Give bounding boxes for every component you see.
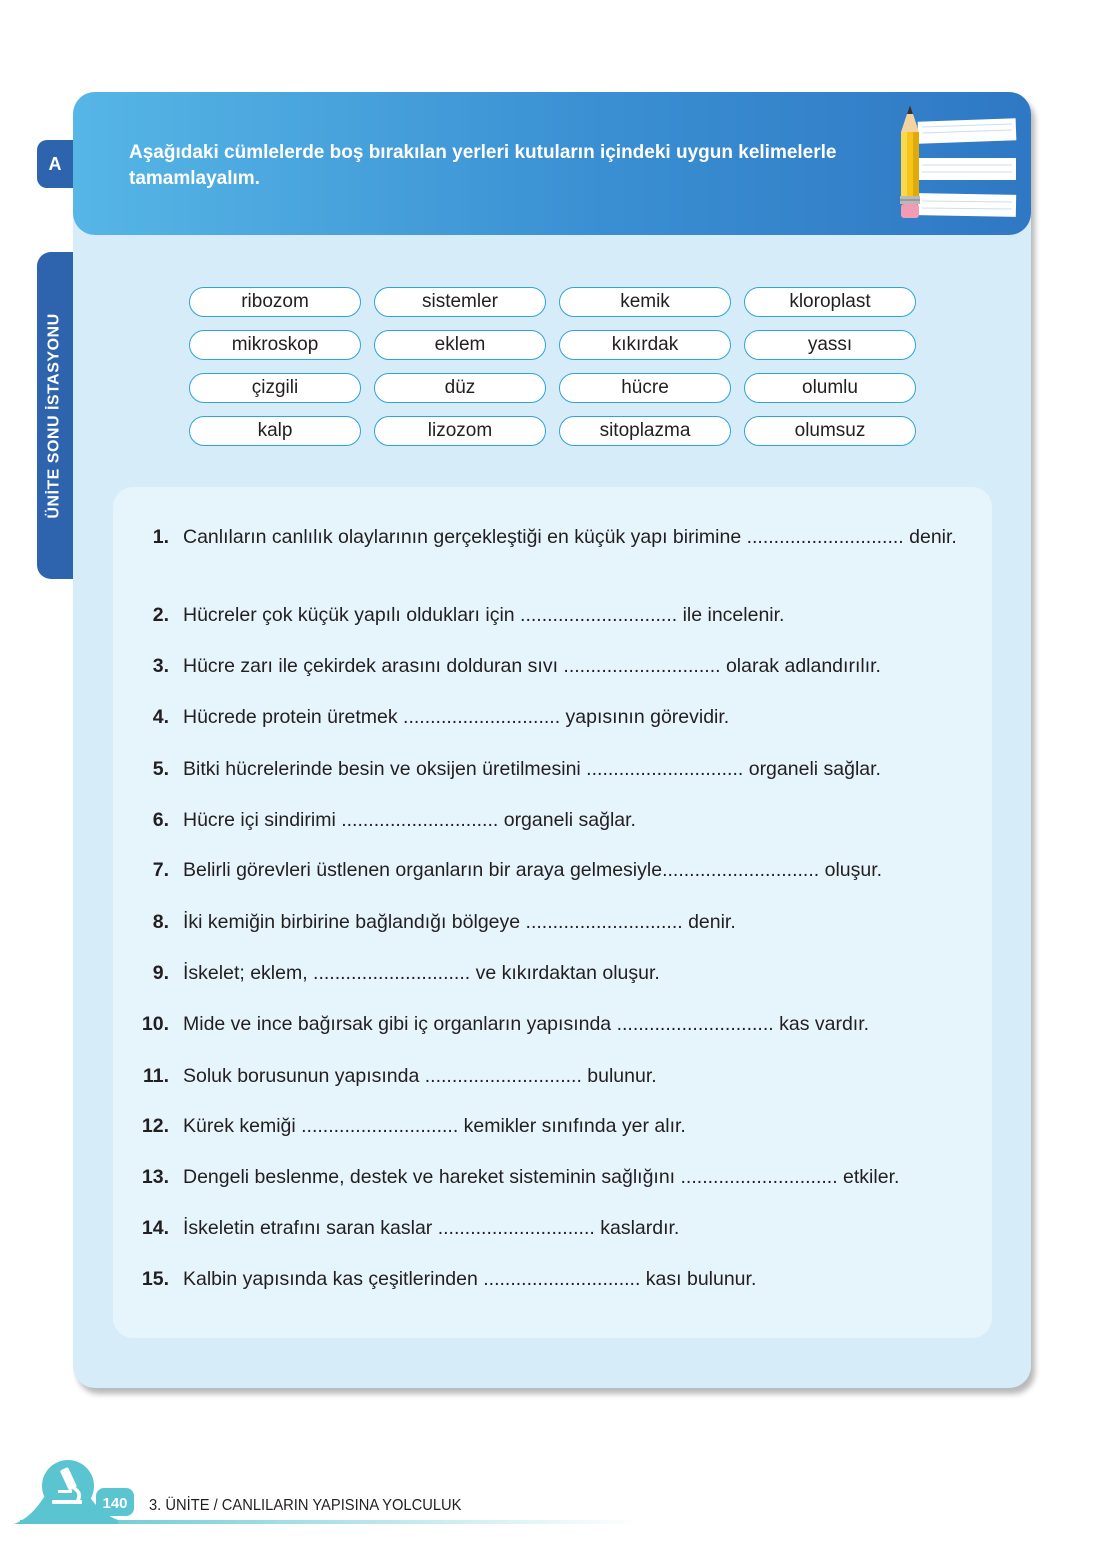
question-text: Kalbin yapısında kas çeşitlerinden ............................. kası bulunur. bbox=[183, 1268, 757, 1290]
question-text: Belirli görevleri üstlenen organların bir araya gelmesiyle............................. oluşur. bbox=[183, 859, 883, 881]
word-chip: yassı bbox=[744, 330, 916, 360]
word-chip: kemik bbox=[559, 287, 731, 317]
question-number: 2. bbox=[152, 604, 169, 626]
unit-title: 3. ÜNİTE / CANLILARIN YAPISINA YOLCULUK bbox=[149, 1497, 462, 1514]
word-chip: düz bbox=[374, 373, 546, 403]
question-number: 6. bbox=[152, 809, 169, 831]
word-chip: lizozom bbox=[374, 416, 546, 446]
word-chip: kloroplast bbox=[744, 287, 916, 317]
word-chip: ribozom bbox=[189, 287, 361, 317]
question-text: İskelet; eklem, ............................. ve kıkırdaktan oluşur. bbox=[183, 962, 660, 984]
question-number: 12. bbox=[141, 1115, 169, 1137]
word-chip: sistemler bbox=[374, 287, 546, 317]
question-number: 8. bbox=[152, 911, 169, 933]
question-number: 7. bbox=[152, 859, 169, 881]
question-text: Hücre içi sindirimi ............................. organeli sağlar. bbox=[183, 809, 636, 831]
question-number: 5. bbox=[152, 758, 169, 780]
word-chip: olumsuz bbox=[744, 416, 916, 446]
pencil-paper-icon bbox=[890, 100, 1020, 225]
word-chip: eklem bbox=[374, 330, 546, 360]
question-text: Hücrede protein üretmek ............................. yapısının görevidir. bbox=[183, 706, 730, 728]
question-text: İki kemiğin birbirine bağlandığı bölgeye ............................. denir. bbox=[183, 911, 736, 933]
question-number: 3. bbox=[152, 655, 169, 677]
word-chip: kıkırdak bbox=[559, 330, 731, 360]
question-text: Kürek kemiği ............................. kemikler sınıfında yer alır. bbox=[183, 1115, 686, 1137]
question-text: Dengeli beslenme, destek ve hareket sisteminin sağlığını ............................. etkiler. bbox=[183, 1166, 900, 1188]
question-list bbox=[113, 487, 992, 1338]
page-number: 140 bbox=[102, 1494, 128, 1512]
question-number: 13. bbox=[141, 1166, 169, 1188]
pencil-icon bbox=[900, 105, 920, 218]
word-chip: olumlu bbox=[744, 373, 916, 403]
word-chip: mikroskop bbox=[189, 330, 361, 360]
word-chip: sitoplazma bbox=[559, 416, 731, 446]
unit-end-tab-label: ÜNİTE SONU İSTASYONU bbox=[46, 312, 63, 519]
section-badge: A bbox=[37, 140, 73, 188]
question-text: Bitki hücrelerinde besin ve oksijen üretilmesini ............................. organeli sağlar. bbox=[183, 758, 881, 780]
instruction-text: Aşağıdaki cümlelerde boş bırakılan yerleri kutuların içindeki uygun kelimelerle tamamlayalım. bbox=[129, 142, 837, 189]
question-text: Soluk borusunun yapısında ............................. bulunur. bbox=[183, 1065, 657, 1087]
unit-end-tab bbox=[37, 252, 73, 579]
question-number: 15. bbox=[141, 1268, 169, 1290]
question-number: 9. bbox=[152, 962, 169, 984]
question-text: Hücreler çok küçük yapılı oldukları için ............................. ile incelenir. bbox=[183, 604, 785, 626]
paper-strips-icon bbox=[918, 118, 1017, 217]
word-chip: kalp bbox=[189, 416, 361, 446]
question-text: Canlıların canlılık olaylarının gerçekleştiği en küçük yapı birimine ............................. denir. bbox=[183, 526, 957, 548]
word-bank bbox=[189, 287, 916, 446]
word-chip: hücre bbox=[559, 373, 731, 403]
question-number: 10. bbox=[141, 1013, 169, 1035]
question-text: İskeletin etrafını saran kaslar ............................. kaslardır. bbox=[183, 1217, 680, 1239]
question-number: 11. bbox=[142, 1065, 169, 1087]
word-chip: çizgili bbox=[189, 373, 361, 403]
question-number: 14. bbox=[141, 1217, 169, 1239]
question-text: Mide ve ince bağırsak gibi iç organların yapısında ............................. kas vardır. bbox=[183, 1013, 870, 1035]
question-text: Hücre zarı ile çekirdek arasını dolduran sıvı ............................. olarak adlandırılır. bbox=[183, 655, 881, 677]
question-number: 4. bbox=[152, 706, 169, 728]
question-number: 1. bbox=[152, 526, 169, 548]
